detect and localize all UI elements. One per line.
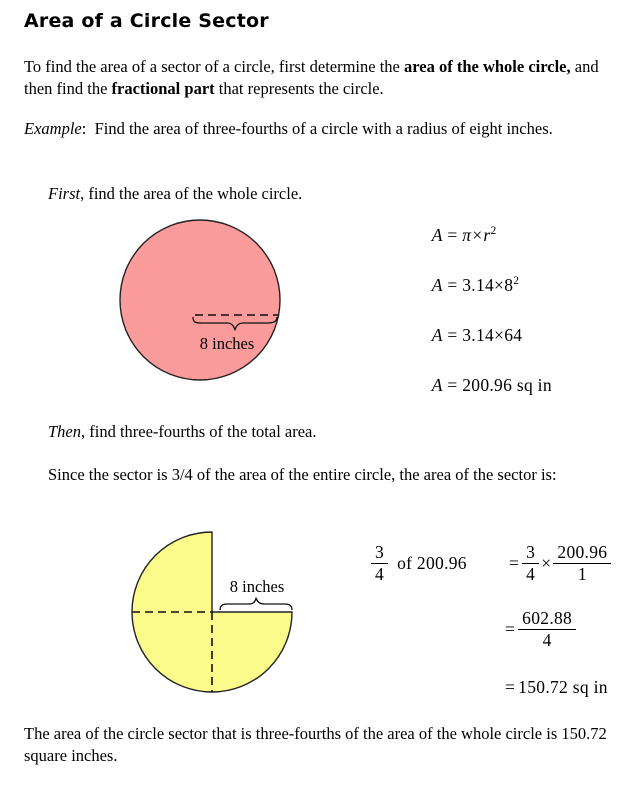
- formula-1-ital: π×r: [462, 225, 491, 245]
- intro-text-3: that represents the circle.: [214, 79, 384, 98]
- step-first-label: First: [48, 184, 81, 203]
- formula-2-eq: =: [442, 275, 463, 295]
- conclusion-paragraph: The area of the circle sector that is three-fourths of the area of the whole circle is 150.72 square inches.: [24, 724, 607, 765]
- intro-text-2: and then find the: [24, 57, 599, 98]
- formula-1-lhs: A: [431, 225, 443, 245]
- example-text: : Find the area of three-fourths of a circle with a radius of eight inches.: [81, 119, 553, 138]
- formula-3-lhs: A: [431, 325, 443, 345]
- sector-radius-brace-icon: [220, 598, 292, 610]
- formula-line-4: [413, 352, 552, 418]
- formula-3-eq: =: [442, 325, 463, 345]
- intro-bold-1: area of the whole circle,: [404, 57, 571, 76]
- step-then-line: [48, 421, 317, 443]
- intro-paragraph: [24, 56, 620, 100]
- formula-2-roman: 3.14×8: [462, 275, 514, 295]
- fraction-denominator: 4: [542, 629, 552, 650]
- fraction-three-fourths: [371, 543, 388, 584]
- fraction-three-fourths-2: [522, 543, 539, 584]
- fraction-numerator: 602.88: [518, 609, 576, 630]
- formula-1-exponent: 2: [490, 225, 497, 237]
- intro-bold-2: fractional part: [111, 79, 215, 98]
- example-paragraph: [24, 118, 612, 140]
- equals-sign: =: [505, 618, 516, 639]
- intro-text-1: To find the area of a sector of a circle, first determine the: [24, 57, 404, 76]
- sector-figure: [120, 524, 305, 700]
- whole-circle-shape: [120, 220, 280, 380]
- fraction-denominator: 4: [375, 563, 385, 584]
- formula-4-lhs: A: [431, 375, 443, 395]
- fraction-denominator: 4: [526, 563, 536, 584]
- step-then-text: , find three-fourths of the total area.: [81, 422, 317, 441]
- fraction-denominator: 1: [577, 563, 587, 584]
- equals-sign: =: [505, 676, 516, 697]
- example-label: Example: [24, 119, 82, 138]
- formula-4-eq: =: [442, 375, 463, 395]
- step-first-text: , find the area of the whole circle.: [80, 184, 303, 203]
- whole-circle-figure: [100, 212, 300, 390]
- step-then-label: Then: [48, 422, 81, 441]
- equals-sign: =: [509, 552, 520, 573]
- since-paragraph: Since the sector is 3/4 of the area of the entire circle, the area of the sector is:: [48, 465, 557, 484]
- sector-math-result: [505, 674, 608, 700]
- fraction-numerator: 200.96: [553, 543, 611, 564]
- times-sign: ×: [541, 552, 552, 573]
- formula-4-roman: 200.96 sq in: [462, 375, 552, 395]
- fraction-numerator: 3: [371, 543, 388, 564]
- result-value: 150.72 sq in: [518, 676, 608, 697]
- sector-math-step-2: [505, 607, 576, 651]
- formula-2-exponent: 2: [513, 275, 520, 287]
- fraction-numerator: 3: [522, 543, 539, 564]
- formula-3-roman: 3.14×64: [462, 325, 523, 345]
- sector-math-step-1: [509, 541, 611, 585]
- sector-radius-label: 8 inches: [229, 577, 285, 596]
- fraction-area-over-one: [553, 543, 611, 584]
- radius-label: 8 inches: [199, 334, 255, 353]
- of-text: of 200.96: [397, 552, 467, 573]
- fraction-product-over-four: [518, 609, 576, 650]
- formula-1-eq: =: [442, 225, 463, 245]
- step-first-line: [48, 183, 302, 205]
- formula-2-lhs: A: [431, 275, 443, 295]
- sector-math-lead: [371, 541, 475, 585]
- page-title: Area of a Circle Sector: [24, 10, 269, 32]
